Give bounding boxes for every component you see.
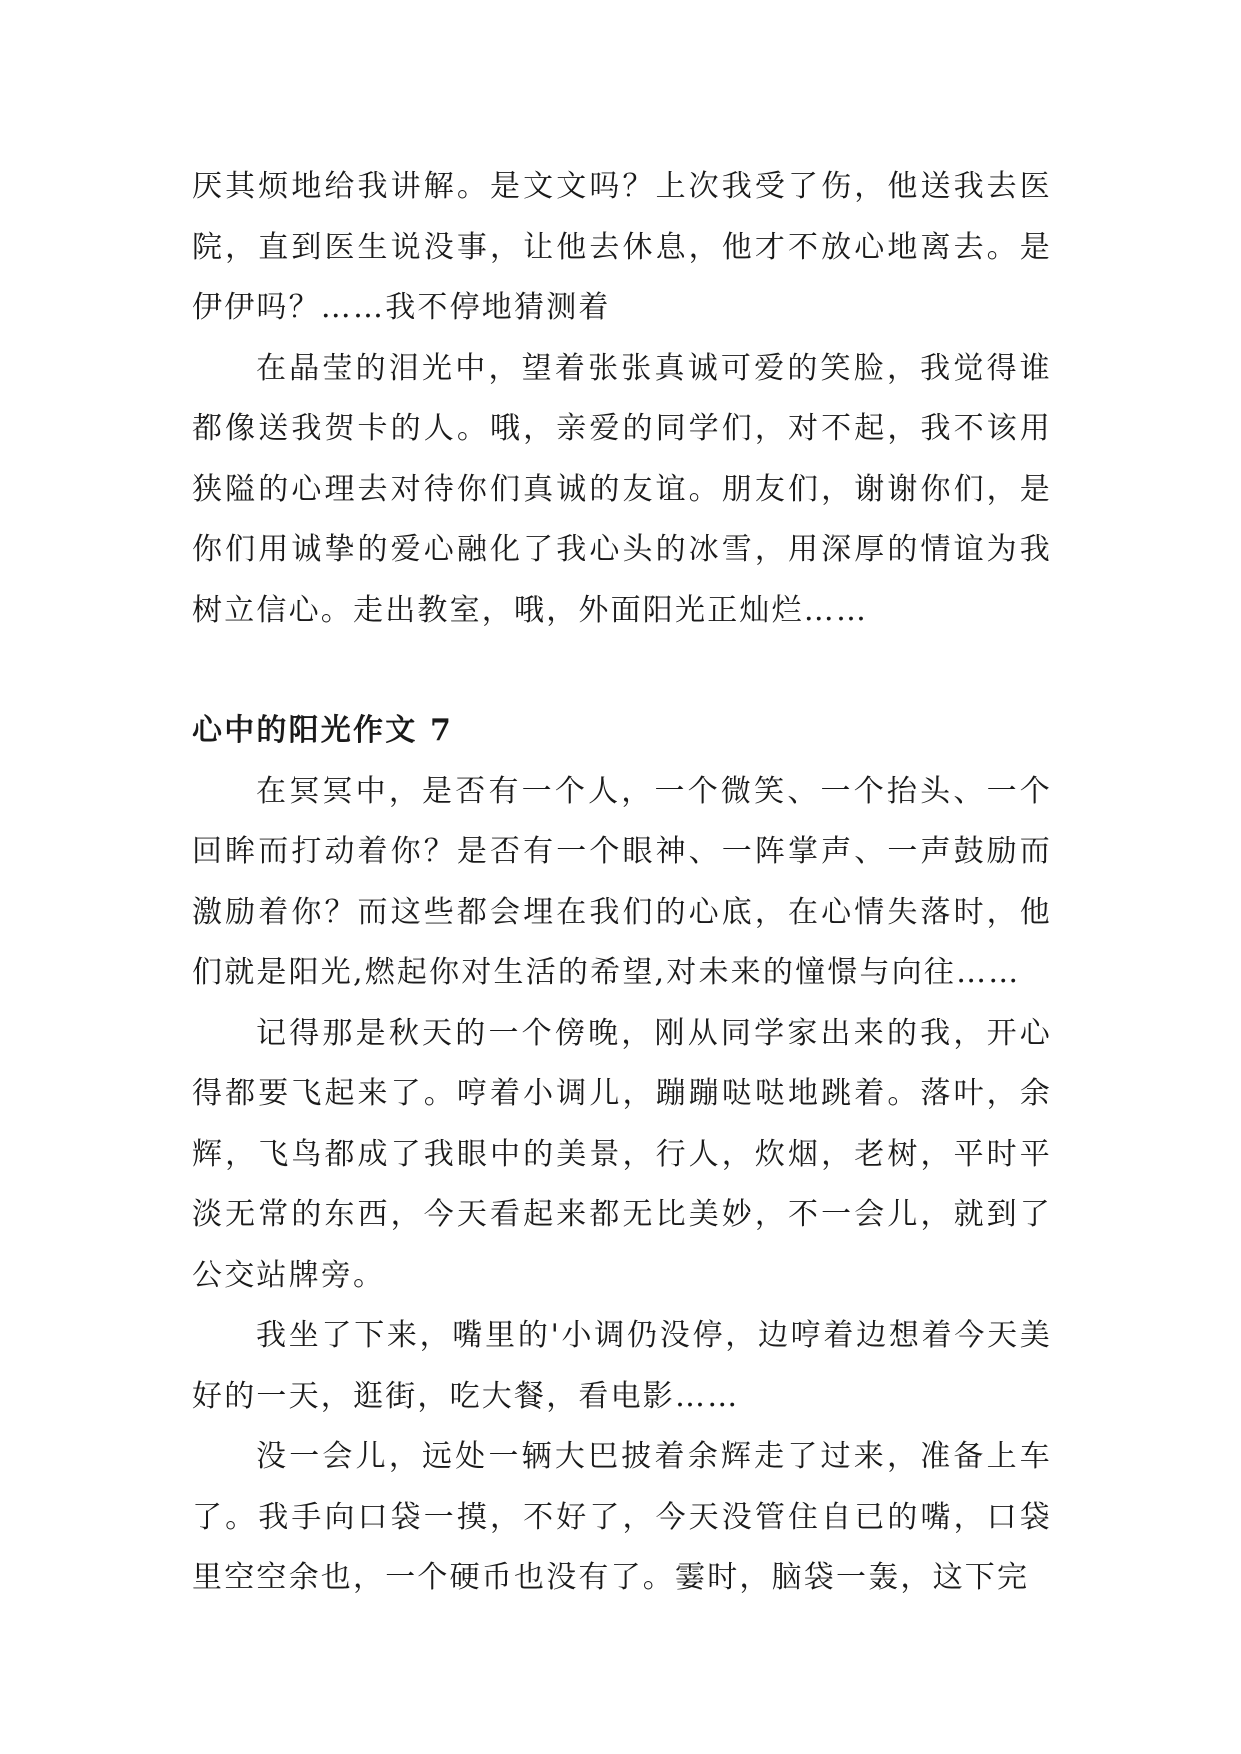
paragraph: 记得那是秋天的一个傍晚，刚从同学家出来的我，开心得都要飞起来了。哼着小调儿，蹦蹦哒哒地跳着。落叶，余辉，飞鸟都成了我眼中的美景，行人，炊烟，老树，平时平淡无常的东西，今天看起来都无比美妙，不一会儿，就到了公交站牌旁。: [192, 1015, 1052, 1293]
document-body: [192, 157, 1052, 1609]
section-title: 心中的阳光作文 7: [192, 713, 454, 748]
paragraph: 我坐了下来，嘴里的'小调仍没停，边哼着边想着今天美好的一天，逛街，吃大餐，看电影……: [192, 1318, 1052, 1414]
paragraph: 在冥冥中，是否有一个人，一个微笑、一个抬头、一个回眸而打动着你？是否有一个眼神、一阵掌声、一声鼓励而激励着你？而这些都会埋在我们的心底，在心情失落时，他们就是阳光,燃起你对生活的希望,对未来的憧憬与向往……: [192, 773, 1052, 990]
paragraph: 没一会儿，远处一辆大巴披着余辉走了过来，准备上车了。我手向口袋一摸，不好了，今天没管住自已的嘴，口袋里空空余也，一个硬币也没有了。霎时，脑袋一轰，这下完: [192, 1439, 1052, 1595]
paragraph: 在晶莹的泪光中，望着张张真诚可爱的笑脸，我觉得谁都像送我贺卡的人。哦，亲爱的同学们，对不起，我不该用狭隘的心理去对待你们真诚的友谊。朋友们，谢谢你们，是你们用诚挚的爱心融化了我心头的冰雪，用深厚的情谊为我树立信心。走出教室，哦，外面阳光正灿烂……: [192, 350, 1052, 628]
paragraph: 厌其烦地给我讲解。是文文吗？上次我受了伤，他送我去医院，直到医生说没事，让他去休息，他才不放心地离去。是伊伊吗？……我不停地猜测着: [192, 169, 1052, 325]
